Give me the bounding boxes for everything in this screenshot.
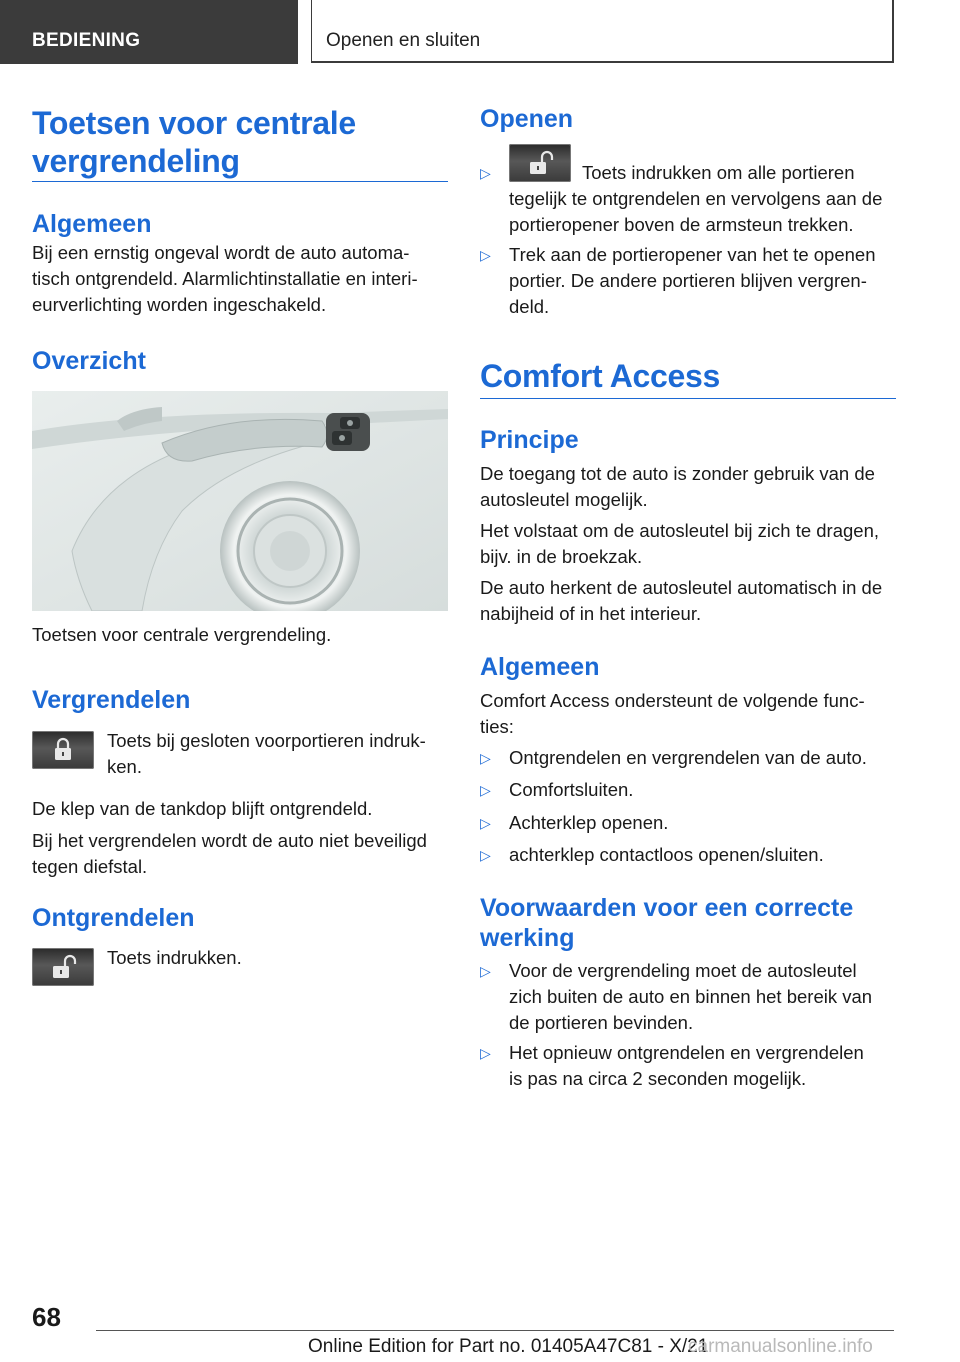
lock-open-icon [32, 948, 94, 986]
diefstal-paragraph [32, 828, 427, 880]
list-item-text: achterklep contactloos openen/sluiten. [509, 844, 824, 865]
door-panel-photo [32, 391, 448, 611]
triangle-right-icon: ▷ [480, 247, 491, 263]
photo-caption: Toetsen voor centrale vergrendeling. [32, 624, 332, 645]
text-line: Toets bij gesloten voorportieren indruk‐ [107, 730, 426, 751]
footer-rule [96, 1330, 894, 1331]
principe-paragraph-1 [480, 461, 875, 513]
title-rule [32, 181, 448, 182]
principe-heading: Principe [480, 426, 579, 454]
text-line: is pas na circa 2 seconden mogelijk. [509, 1068, 807, 1089]
triangle-right-icon: ▷ [480, 815, 491, 831]
triangle-right-icon: ▷ [480, 963, 491, 979]
text-line: ken. [107, 756, 142, 777]
algemeen-paragraph-right [480, 688, 865, 740]
text-line: eurverlichting worden ingeschakeld. [32, 294, 327, 315]
door-panel-illustration [32, 391, 448, 611]
vergrendelen-heading: Vergrendelen [32, 686, 191, 714]
triangle-right-icon: ▷ [480, 1045, 491, 1061]
heading-line: Voorwaarden voor een correcte [480, 894, 854, 922]
algemeen-heading: Algemeen [32, 210, 152, 238]
list-item [480, 242, 896, 322]
text-line: nabijheid of in het interieur. [480, 603, 702, 624]
text-line: De auto herkent de autosleutel automatisch in de [480, 577, 883, 598]
header-chapter-label: Openen en sluiten [326, 30, 481, 51]
text-line: autosleutel mogelijk. [480, 489, 648, 510]
comfort-access-title: Comfort Access [480, 358, 721, 394]
principe-paragraph-2 [480, 518, 879, 570]
algemeen-paragraph [32, 240, 418, 318]
text-line: Toets indrukken om alle portieren [582, 162, 855, 183]
text-line: tisch ontgrendeld. Alarmlichtinstallatie en interi‐ [32, 268, 418, 289]
text-line: Trek aan de portieropener van het te openen [509, 244, 876, 265]
ontgrendelen-text: Toets indrukken. [107, 947, 242, 968]
text-line: portieropener boven de armsteun trekken. [509, 214, 854, 235]
lock-closed-icon [32, 731, 94, 769]
text-line: Het opnieuw ontgrendelen en vergrendelen [509, 1042, 864, 1063]
list-item-text: Comfortsluiten. [509, 779, 634, 800]
triangle-right-icon: ▷ [480, 750, 491, 766]
triangle-right-icon: ▷ [480, 782, 491, 798]
triangle-right-icon: ▷ [480, 847, 491, 863]
header-section-label: BEDIENING [32, 30, 141, 51]
page-number: 68 [32, 1302, 61, 1332]
list-item [480, 745, 896, 771]
text-line: tegelijk te ontgrendelen en vervolgens aan de [509, 188, 883, 209]
unlock-button-image [32, 948, 94, 986]
list-item-text [509, 958, 872, 1036]
text-line: Voor de vergrendeling moet de autosleutel [509, 960, 857, 981]
section-title-line-2: vergrendeling [32, 143, 240, 179]
heading-line: werking [480, 924, 575, 952]
footer-edition: Online Edition for Part no. 01405A47C81 - X/21 [308, 1336, 709, 1357]
list-item [480, 810, 896, 836]
text-line: Comfort Access ondersteunt de volgende func‐ [480, 690, 865, 711]
unlock-button-image [509, 144, 571, 182]
lock-open-icon [509, 144, 571, 182]
vergrendelen-button-text [107, 728, 426, 780]
section-title [32, 104, 356, 180]
text-line: zich buiten de auto en binnen het bereik van [509, 986, 873, 1007]
principe-paragraph-3 [480, 575, 882, 627]
header-chapter-tab [311, 0, 894, 63]
text-line: portier. De andere portieren blijven vergren‐ [509, 270, 867, 291]
header-section-tab [0, 0, 298, 64]
list-item [480, 160, 896, 240]
ontgrendelen-heading: Ontgrendelen [32, 904, 195, 932]
text-line: De toegang tot de auto is zonder gebruik van de [480, 463, 875, 484]
text-line: ties: [480, 716, 514, 737]
overzicht-heading: Overzicht [32, 347, 146, 375]
list-item-text: Achterklep openen. [509, 812, 669, 833]
text-line: Het volstaat om de autosleutel bij zich te dragen, [480, 520, 880, 541]
text-line: Bij een ernstig ongeval wordt de auto automa‐ [32, 242, 410, 263]
list-item-text [509, 242, 876, 320]
openen-heading: Openen [480, 105, 574, 133]
list-item [480, 958, 896, 1038]
list-item [480, 842, 896, 868]
voorwaarden-heading [480, 893, 853, 953]
title-rule [480, 398, 896, 399]
list-item-text: Ontgrendelen en vergrendelen van de auto. [509, 747, 867, 768]
list-item-text [509, 1040, 864, 1092]
tankdop-paragraph: De klep van de tankdop blijft ontgrendeld. [32, 798, 373, 819]
lock-button-image [32, 731, 94, 769]
text-line: Bij het vergrendelen wordt de auto niet beveiligd [32, 830, 427, 851]
text-line: deld. [509, 296, 550, 317]
text-line: tegen diefstal. [32, 856, 148, 877]
section-title-line-1: Toetsen voor centrale [32, 105, 356, 141]
list-item [480, 777, 896, 803]
algemeen-heading-right: Algemeen [480, 653, 600, 681]
triangle-right-icon: ▷ [480, 165, 491, 181]
text-line: bijv. in de broekzak. [480, 546, 643, 567]
list-item [480, 1040, 896, 1094]
text-line: de portieren bevinden. [509, 1012, 694, 1033]
watermark: carmanualsonline.info [688, 1336, 873, 1357]
